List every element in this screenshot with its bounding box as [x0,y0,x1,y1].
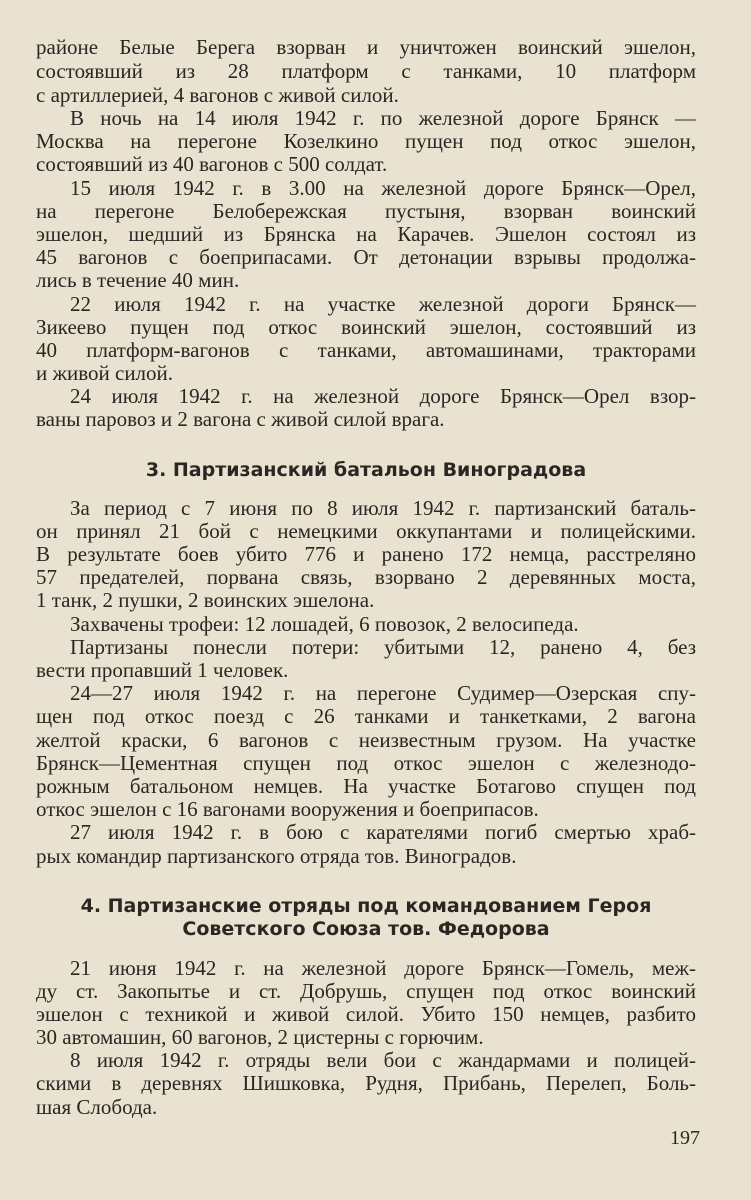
text-line: желтой краски, 6 вагонов с неизвестным грузом. На участке [36,728,696,752]
text-line: 1 танк, 2 пушки, 2 воинских эшелона. [36,588,375,612]
text-line: В результате боев убито 776 и ранено 172 немца, расстреляно [36,542,696,566]
text-line: состоявший из 28 платформ с танками, 10 платформ [36,59,696,83]
text-line: 22 июля 1942 г. на участке железной дороги Брянск— [70,292,696,316]
text-line: Москва на перегоне Козелкино пущен под откос эшелон, [36,129,696,153]
text-line: на перегоне Белобережская пустыня, взорван воинский [36,199,696,223]
page-number: 197 [670,1127,700,1149]
text-line: 24 июля 1942 г. на железной дороге Брянск—Орел взор- [70,384,696,408]
text-line: районе Белые Берега взорван и уничтожен воинский эшелон, [36,35,696,59]
text-line: лись в течение 40 мин. [36,268,240,292]
text-line: ваны паровоз и 2 вагона с живой силой врага. [36,407,445,431]
text-line: 21 июня 1942 г. на железной дороге Брянск—Гомель, меж- [70,956,696,980]
text-line: шая Слобода. [36,1095,158,1119]
text-line: Захвачены трофеи: 12 лошадей, 6 повозок, 2 велосипеда. [70,612,579,636]
section-heading: 3. Партизанский батальон Виноградова [145,459,587,481]
text-line: 30 автомашин, 60 вагонов, 2 цистерны с горючим. [36,1025,484,1049]
text-line: Партизаны понесли потери: убитыми 12, ранено 4, без [70,635,696,659]
text-line: вести пропавший 1 человек. [36,658,289,682]
text-line: 8 июля 1942 г. отряды вели бои с жандармами и полицей- [70,1048,696,1072]
text-line: 45 вагонов с боеприпасами. От детонации взрывы продолжа- [36,245,696,269]
text-line: откос эшелон с 16 вагонами вооружения и боеприпасов. [36,797,539,821]
section-heading: Советского Союза тов. Федорова [182,918,550,940]
text-line: с артиллерией, 4 вагонов с живой силой. [36,83,399,107]
text-line: Зикеево пущен под откос воинский эшелон, состоявший из [36,315,696,339]
text-line: В ночь на 14 июля 1942 г. по железной дороге Брянск — [70,106,696,130]
text-line: 57 предателей, порвана связь, взорвано 2 деревянных моста, [36,565,696,589]
text-line: он принял 21 бой с немецкими оккупантами и полицейскими. [36,519,696,543]
text-line: и живой силой. [36,361,174,385]
text-line: ду ст. Закопытье и ст. Добрушь, спущен под откос воинский [36,979,696,1003]
text-line: Брянск—Цементная спущен под откос эшелон с железнодо- [36,751,696,775]
text-line: эшелон с техникой и живой силой. Убито 150 немцев, разбито [36,1002,696,1026]
text-line: щен под откос поезд с 26 танками и танкетками, 2 вагона [36,704,696,728]
text-line: рых командир партизанского отряда тов. Виноградов. [36,844,517,868]
text-line: 40 платформ-вагонов с танками, автомашинами, тракторами [36,338,696,362]
text-line: эшелон, шедший из Брянска на Карачев. Эшелон состоял из [36,222,696,246]
text-line: скими в деревнях Шишковка, Рудня, Прибань, Перелеп, Боль- [36,1071,696,1095]
text-line: 15 июля 1942 г. в 3.00 на железной дороге Брянск—Орел, [70,176,696,200]
text-line: За период с 7 июня по 8 июля 1942 г. партизанский баталь- [70,496,696,520]
text-line: 24—27 июля 1942 г. на перегоне Судимер—Озерская спу- [70,681,696,705]
text-line: рожным батальоном немцев. На участке Ботагово спущен под [36,774,696,798]
text-line: 27 июля 1942 г. в бою с карателями погиб смертью храб- [70,820,696,844]
section-heading: 4. Партизанские отряды под командованием Героя [80,895,652,917]
text-line: состоявший из 40 вагонов с 500 солдат. [36,152,388,176]
